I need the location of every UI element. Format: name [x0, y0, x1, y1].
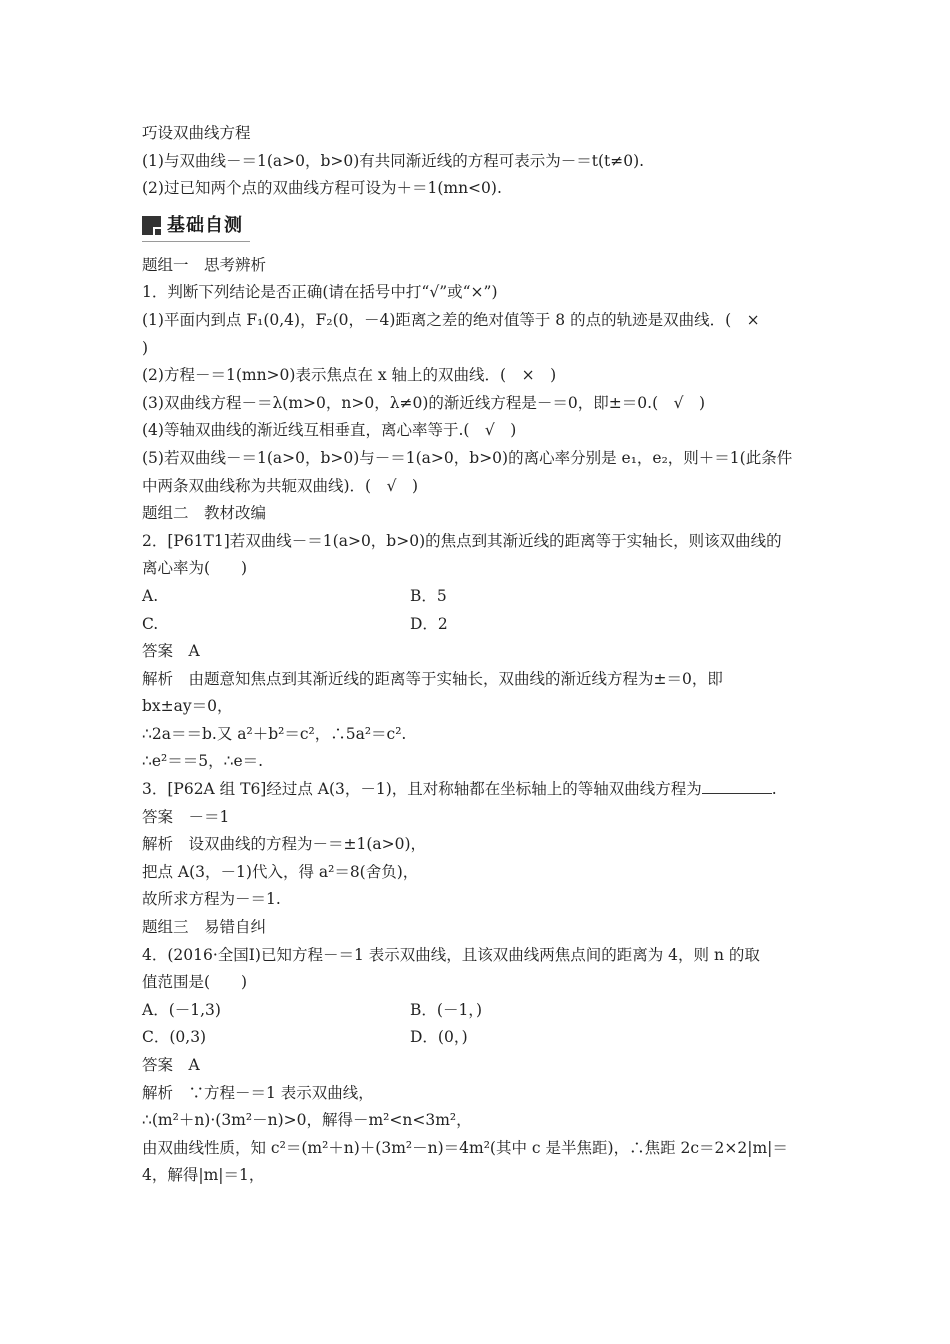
question-2-analysis-3: ∴2a＝＝b.又 a²＋b²＝c²，∴5a²＝c². — [142, 724, 407, 743]
section-title: 基础自测 — [167, 214, 243, 236]
question-3-answer: 答案 －＝1 — [142, 807, 230, 826]
question-4-line-2: 值范围是( ) — [142, 973, 248, 992]
question-4-option-d: D．(0，) — [410, 1028, 468, 1047]
question-4-option-a: A．(－1,3) — [142, 1000, 221, 1019]
question-2-option-b: B．5 — [410, 586, 447, 605]
statement-1: (1)平面内到点 F₁(0,4)，F₂(0，－4)距离之差的绝对值等于 8 的点的轨迹是双曲线．( × — [142, 310, 760, 329]
statement-5-line-2: 中两条双曲线称为共轭双曲线)．( √ ) — [142, 476, 419, 495]
question-4-analysis-4: 4，解得|m|＝1， — [142, 1166, 265, 1185]
question-2-answer: 答案 A — [142, 642, 200, 661]
question-1-stem: 1．判断下列结论是否正确(请在括号中打“√”或“×”) — [142, 283, 498, 302]
statement-1-tail: ) — [142, 338, 149, 357]
intro-line-2: (2)过已知两个点的双曲线方程可设为＋＝1(mn<0). — [142, 179, 502, 198]
question-4-options-row-1 — [142, 997, 812, 1025]
question-4-analysis-2: ∴(m²＋n)·(3m²－n)>0，解得－m²<n<3m²， — [142, 1111, 472, 1130]
answer-blank — [702, 776, 772, 794]
document-content — [142, 120, 812, 1190]
statement-2: (2)方程－＝1(mn>0)表示焦点在 x 轴上的双曲线．( × ) — [142, 366, 557, 385]
question-4-answer: 答案 A — [142, 1056, 200, 1074]
group1-title: 题组一 思考辨析 — [142, 255, 267, 274]
question-4-analysis-1: 解析 ∵方程－＝1 表示双曲线， — [142, 1083, 374, 1102]
intro-title: 巧设双曲线方程 — [142, 124, 251, 142]
question-4-option-c: C．(0,3) — [142, 1028, 207, 1047]
group2-title: 题组二 教材改编 — [142, 504, 267, 523]
question-4-options-row-2 — [142, 1024, 812, 1052]
question-3-analysis-1: 解析 设双曲线的方程为－＝±1(a>0)， — [142, 835, 427, 854]
question-2-option-d: D．2 — [410, 614, 448, 633]
question-2-options-row-2 — [142, 611, 812, 639]
question-2-analysis-2: bx±ay＝0， — [142, 697, 233, 716]
question-2-option-c: C. — [142, 614, 159, 633]
statement-3: (3)双曲线方程－＝λ(m>0，n>0，λ≠0)的渐近线方程是－＝0，即±＝0.( √ ) — [142, 393, 706, 412]
question-2-line-1: 2．[P61T1]若双曲线－＝1(a>0，b>0)的焦点到其渐近线的距离等于实轴长，则该双曲线的 — [142, 531, 782, 550]
intro-line-1: (1)与双曲线－＝1(a>0，b>0)有共同渐近线的方程可表示为－＝t(t≠0). — [142, 151, 645, 170]
question-4-analysis-3: 由双曲线性质，知 c²＝(m²＋n)＋(3m²－n)＝4m²(其中 c 是半焦距)，∴焦距 2c＝2×2|m|＝ — [142, 1138, 788, 1157]
question-2-options-row-1 — [142, 583, 812, 611]
question-2-analysis-4: ∴e²＝＝5，∴e＝. — [142, 752, 264, 771]
question-3-text: 3．[P62A 组 T6]经过点 A(3，－1)，且对称轴都在坐标轴上的等轴双曲线方程为 — [142, 780, 702, 799]
question-4-line-1: 4．(2016·全国Ⅰ)已知方程－＝1 表示双曲线，且该双曲线两焦点间的距离为 4，则 n 的取 — [142, 945, 760, 964]
question-3-stem — [142, 776, 812, 804]
question-3-analysis-3: 故所求方程为－＝1. — [142, 890, 281, 909]
statement-4: (4)等轴双曲线的渐近线互相垂直，离心率等于.( √ ) — [142, 421, 517, 440]
group3-title: 题组三 易错自纠 — [142, 918, 267, 937]
statement-5-line-1: (5)若双曲线－＝1(a>0，b>0)与－＝1(a>0，b>0)的离心率分别是 e₁，e₂，则＋＝1(此条件 — [142, 448, 793, 467]
question-3-analysis-2: 把点 A(3，－1)代入，得 a²＝8(舍负)， — [142, 862, 419, 881]
question-3-end: . — [771, 780, 777, 799]
section-heading — [142, 211, 250, 242]
question-2-analysis-1: 解析 由题意知焦点到其渐近线的距离等于实轴长，双曲线的渐近线方程为±＝0，即 — [142, 669, 723, 688]
question-2-option-a: A. — [142, 586, 159, 605]
section-square-icon — [142, 216, 161, 235]
question-2-line-2: 离心率为( ) — [142, 559, 248, 578]
question-4-option-b: B．(－1，) — [410, 1000, 483, 1019]
